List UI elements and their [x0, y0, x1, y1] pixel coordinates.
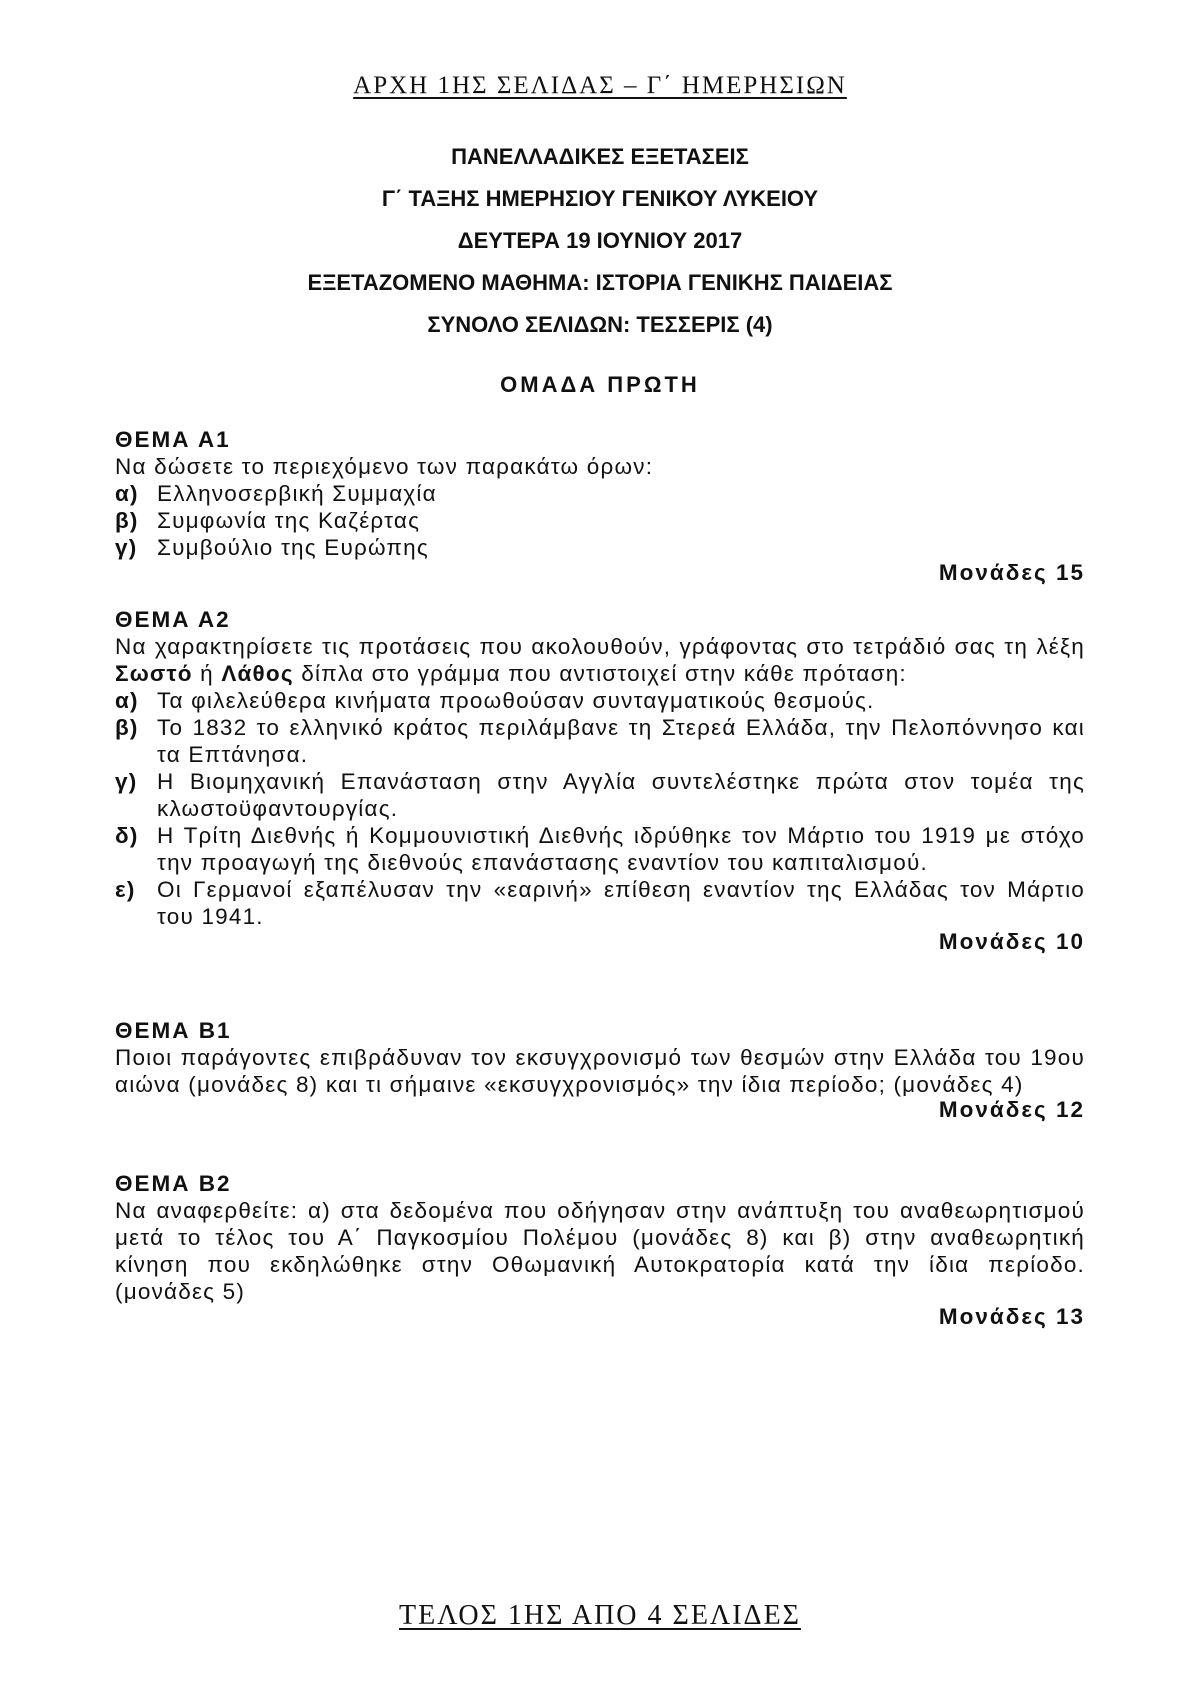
list-item	[115, 822, 1085, 876]
section-b1	[115, 1017, 1085, 1123]
section-a2-title: ΘΕΜΑ Α2	[115, 607, 231, 632]
item-text: Συμφωνία της Καζέρτας	[157, 508, 421, 533]
exam-date: ΔΕΥΤΕΡΑ 19 ΙΟΥΝΙΟΥ 2017	[457, 228, 743, 253]
list-item	[115, 876, 1085, 930]
item-label: β)	[115, 715, 139, 740]
exam-subject: ΕΞΕΤΑΖΟΜΕΝΟ ΜΑΘΗΜΑ: ΙΣΤΟΡΙΑ ΓΕΝΙΚΗΣ ΠΑΙΔΕΙΑΣ	[307, 270, 893, 295]
page-top-header: ΑΡΧΗ 1ΗΣ ΣΕΛΙΔΑΣ – Γ΄ ΗΜΕΡΗΣΙΩΝ	[353, 72, 847, 99]
item-text: Η Βιομηχανική Επανάσταση στην Αγγλία συντελέστηκε πρώτα στον τομέα της κλωστοϋφαντουργίας.	[157, 769, 1085, 821]
exam-class: Γ΄ ΤΑΞΗΣ ΗΜΕΡΗΣΙΟΥ ΓΕΝΙΚΟΥ ΛΥΚΕΙΟΥ	[381, 186, 819, 211]
section-a1-marks: Μονάδες 15	[938, 560, 1085, 585]
section-a2-intro: Να χαρακτηρίσετε τις προτάσεις που ακολουθούν, γράφοντας στο τετράδιό σας τη λέξη Σωστό ή Λάθος δίπλα στο γράμμα που αντιστοιχεί στην κάθε πρόταση:	[115, 634, 1085, 686]
word-wrong: Λάθος	[221, 661, 294, 686]
group-title: ΟΜΑΔΑ ΠΡΩΤΗ	[500, 372, 700, 397]
item-text: Τα φιλελεύθερα κινήματα προωθούσαν συνταγματικούς θεσμούς.	[157, 688, 875, 713]
item-label: α)	[115, 481, 139, 506]
item-label: ε)	[115, 877, 136, 902]
section-b1-title: ΘΕΜΑ Β1	[115, 1018, 232, 1043]
list-item	[115, 480, 1085, 507]
exam-page-count: ΣΥΝΟΛΟ ΣΕΛΙΔΩΝ: ΤΕΣΣΕΡΙΣ (4)	[427, 312, 773, 337]
section-b2	[115, 1170, 1085, 1330]
list-item	[115, 768, 1085, 822]
list-item	[115, 534, 1085, 561]
section-a1	[115, 426, 1085, 586]
section-b1-marks: Μονάδες 12	[938, 1097, 1085, 1122]
item-label: γ)	[115, 535, 138, 560]
item-label: γ)	[115, 769, 138, 794]
item-text: Συμβούλιο της Ευρώπης	[157, 535, 429, 560]
list-item	[115, 714, 1085, 768]
item-text: Το 1832 το ελληνικό κράτος περιλάμβανε τη Στερεά Ελλάδα, την Πελοπόννησο και τα Επτάνησα.	[157, 715, 1085, 767]
section-a2	[115, 606, 1085, 955]
list-item	[115, 687, 1085, 714]
item-label: β)	[115, 508, 139, 533]
section-a1-title: ΘΕΜΑ Α1	[115, 427, 231, 452]
section-b1-text: Ποιοι παράγοντες επιβράδυναν τον εκσυγχρονισμό των θεσμών στην Ελλάδα του 19ου αιώνα (μονάδες 8) και τι σήμαινε «εκσυγχρονισμός» την ίδια περίοδο; (μονάδες 4)	[115, 1045, 1085, 1097]
item-text: Η Τρίτη Διεθνής ή Κομμουνιστική Διεθνής ιδρύθηκε τον Μάρτιο του 1919 με στόχο την προαγωγή της διεθνούς επανάστασης εναντίον του καπιταλισμού.	[157, 823, 1085, 875]
exam-title: ΠΑΝΕΛΛΑΔΙΚΕΣ ΕΞΕΤΑΣΕΙΣ	[451, 144, 749, 169]
section-b2-title: ΘΕΜΑ Β2	[115, 1171, 232, 1196]
item-label: δ)	[115, 823, 139, 848]
list-item	[115, 507, 1085, 534]
item-label: α)	[115, 688, 139, 713]
section-b2-marks: Μονάδες 13	[938, 1304, 1085, 1329]
page-footer: ΤΕΛΟΣ 1ΗΣ ΑΠΟ 4 ΣΕΛΙΔΕΣ	[399, 1600, 801, 1631]
section-a2-marks: Μονάδες 10	[938, 929, 1085, 954]
word-correct: Σωστό	[115, 661, 193, 686]
item-text: Οι Γερμανοί εξαπέλυσαν την «εαρινή» επίθεση εναντίον της Ελλάδας τον Μάρτιο του 1941.	[157, 877, 1085, 929]
item-text: Ελληνοσερβική Συμμαχία	[157, 481, 437, 506]
section-a1-intro: Να δώσετε το περιεχόμενο των παρακάτω όρων:	[115, 454, 654, 479]
section-b2-text: Να αναφερθείτε: α) στα δεδομένα που οδήγησαν στην ανάπτυξη του αναθεωρητισμού μετά το τέλος του Α΄ Παγκοσμίου Πολέμου (μονάδες 8) και β) στην αναθεωρητική κίνηση που εκδηλώθηκε στην Οθωμανική Αυτοκρατορία κατά την ίδια περίοδο. (μονάδες 5)	[115, 1198, 1085, 1304]
